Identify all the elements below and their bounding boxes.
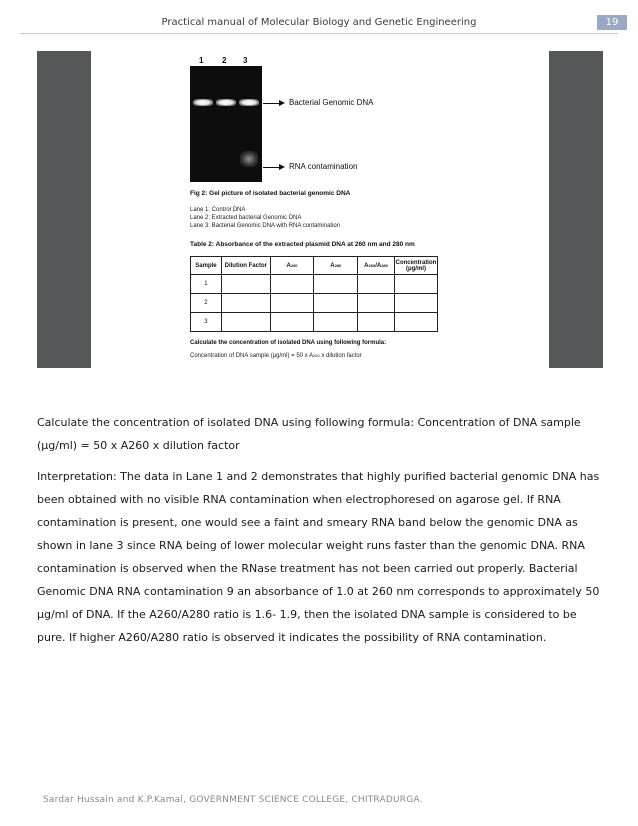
calculation-heading: Calculate the concentration of isolated DNA using following formula:	[190, 340, 387, 346]
table-cell	[314, 275, 358, 294]
genomic-dna-label: Bacterial Genomic DNA	[289, 98, 374, 107]
table-cell	[358, 294, 395, 313]
table-cell	[221, 313, 270, 332]
header-a260: A260	[270, 257, 314, 275]
table-row	[191, 313, 438, 332]
absorbance-table	[190, 256, 438, 332]
formula-paragraph: Calculate the concentration of isolated DNA using following formula: Concentration of DNA sample (μg/ml) = 50 x A260 x dilution factor	[37, 416, 581, 452]
page-footer: Sardar Hussain and K.P.Kamal, GOVERNMENT SCIENCE COLLEGE, CHITRADURGA.	[43, 795, 423, 805]
table-cell	[358, 313, 395, 332]
table-cell	[221, 275, 270, 294]
gel-band-lane-2	[216, 99, 236, 106]
header-ratio: A260/A280	[358, 257, 395, 275]
lane-number-1: 1	[199, 56, 204, 65]
table-cell	[314, 313, 358, 332]
genomic-arrow-line	[263, 103, 279, 104]
sample-cell: 3	[191, 313, 222, 332]
lane-number-2: 2	[222, 56, 227, 65]
table-cell	[394, 294, 437, 313]
rna-contamination-label: RNA contamination	[289, 162, 358, 171]
table-cell	[270, 313, 314, 332]
table-row	[191, 275, 438, 294]
sample-cell: 2	[191, 294, 222, 313]
table-cell	[358, 275, 395, 294]
sample-cell: 1	[191, 275, 222, 294]
running-header: Practical manual of Molecular Biology and Genetic Engineering	[161, 17, 477, 28]
interpretation-paragraph: Interpretation: The data in Lane 1 and 2 demonstrates that highly purified bacterial genomic DNA has been obtained with no visible RNA contamination when electrophoresed on agarose gel. If RNA contamination is present, one would see a faint and smeary RNA band below the genomic DNA as shown in lane 3 since RNA being of lower molecular weight runs faster than the genomic DNA. RNA contamination is observed when the RNase treatment has not been carried out properly. Bacterial Genomic DNA RNA contamination 9 an absorbance of 1.0 at 260 nm corresponds to approximately 50 μg/ml of DNA. If the A260/A280 ratio is 1.6- 1.9, then the isolated DNA sample is considered to be pure. If higher A260/A280 ratio is observed it indicates the possibility of RNA contamination.	[37, 470, 600, 644]
lane-description-1: Lane 1: Control DNA	[190, 207, 246, 213]
image-right-margin	[549, 51, 603, 368]
table-cell	[314, 294, 358, 313]
table-header-row	[191, 257, 438, 275]
image-left-margin	[37, 51, 91, 368]
page-number: 19	[597, 15, 627, 30]
gel-picture	[190, 66, 262, 182]
header-sample: Sample	[191, 257, 222, 275]
calculation-formula: Concentration of DNA sample (μg/ml) = 50 x A260 x dilution factor	[190, 353, 362, 359]
lane-description-2: Lane 2: Extracted bacterial Genomic DNA	[190, 215, 302, 221]
genomic-arrow-head	[279, 100, 285, 106]
lane-number-3: 3	[243, 56, 248, 65]
rna-arrow-head	[279, 164, 285, 170]
table-cell	[270, 275, 314, 294]
figure-caption: Fig 2: Gel picture of isolated bacterial genomic DNA	[190, 190, 351, 197]
table-cell	[394, 275, 437, 294]
rna-arrow-line	[263, 167, 279, 168]
header-rule	[20, 33, 618, 34]
gel-band-lane-1	[193, 99, 213, 106]
rna-smear-lane-3	[240, 151, 258, 167]
table-cell	[221, 294, 270, 313]
table-cell	[394, 313, 437, 332]
table-cell	[270, 294, 314, 313]
header-dilution-factor: Dilution Factor	[221, 257, 270, 275]
lane-description-3: Lane 3: Bacterial Genomic DNA with RNA contamination	[190, 223, 341, 229]
header-concentration: Concentration (μg/ml)	[394, 257, 437, 275]
header-a280: A280	[314, 257, 358, 275]
gel-band-lane-3	[239, 99, 259, 106]
table-caption: Table 2: Absorbance of the extracted plasmid DNA at 260 nm and 280 nm	[190, 241, 415, 248]
table-row	[191, 294, 438, 313]
